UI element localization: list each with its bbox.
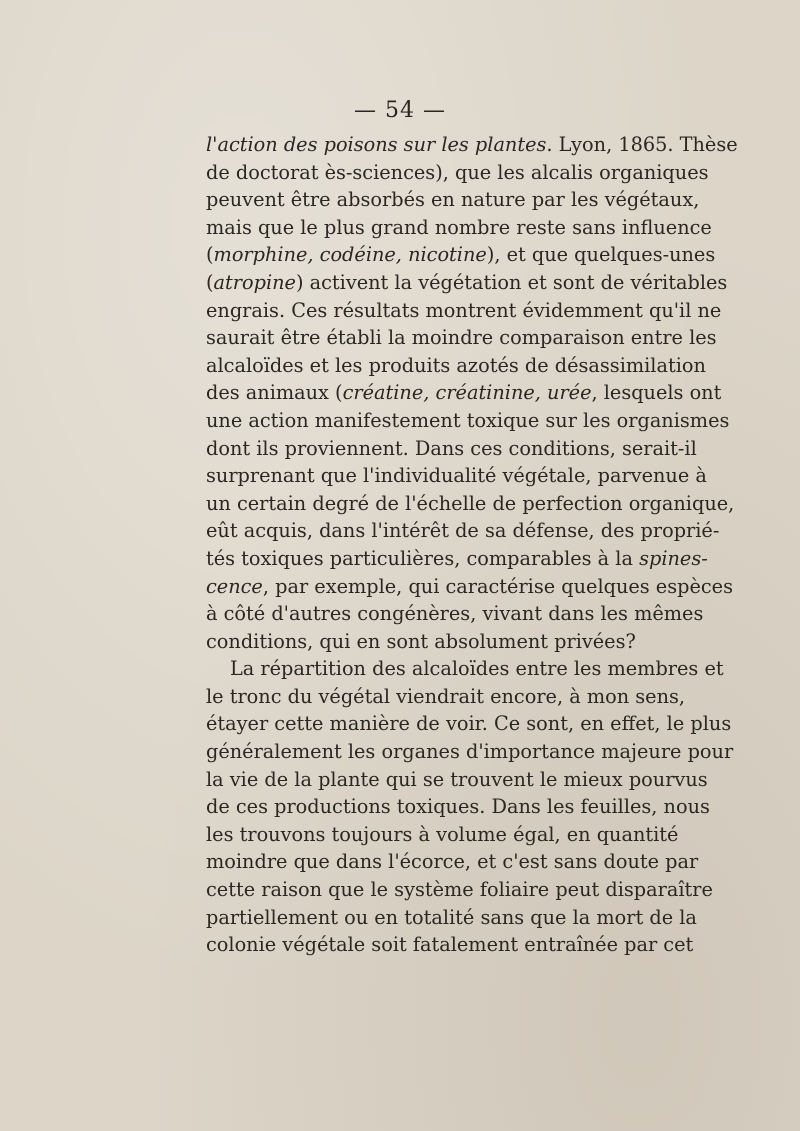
text-segment: , lesquels ont xyxy=(591,381,722,405)
text-segment: un certain degré de l'échelle de perfection organique, xyxy=(206,491,735,515)
text-segment: alcaloïdes et les produits azotés de désassimilation xyxy=(206,353,706,377)
text-segment: conditions, qui en sont absolument privées? xyxy=(206,629,636,653)
text-line xyxy=(206,131,738,159)
text-segment: tés toxiques particulières, comparables à la xyxy=(206,546,640,570)
text-segment: surprenant que l'individualité végétale, parvenue à xyxy=(206,464,707,488)
text-segment: les trouvons toujours à volume égal, en quantité xyxy=(206,822,679,846)
italic-text: créatine, créatinine, urée xyxy=(342,381,592,405)
page-number: — 54 — xyxy=(354,98,446,123)
text-segment: cette raison que le système foliaire peut disparaître xyxy=(206,878,713,902)
text-line xyxy=(206,462,707,490)
text-line xyxy=(206,793,710,821)
text-line xyxy=(206,628,654,656)
text-line xyxy=(206,573,733,601)
italic-text: l'action des poisons sur les plantes xyxy=(206,133,547,156)
text-line xyxy=(206,352,706,380)
text-line xyxy=(206,379,722,407)
text-segment: engrais. Ces résultats montrent évidemment qu'il ne xyxy=(206,298,722,322)
text-line xyxy=(206,297,722,325)
text-line xyxy=(206,738,734,766)
text-line xyxy=(206,435,697,463)
text-segment: ( xyxy=(206,270,214,294)
text-line xyxy=(206,655,724,683)
italic-text: atropine xyxy=(213,270,296,294)
text-segment: de ces productions toxiques. Dans les feuilles, nous xyxy=(206,795,710,819)
text-line xyxy=(206,159,709,187)
text-segment: une action manifestement toxique sur les organismes xyxy=(206,408,730,432)
text-segment: dont ils proviennent. Dans ces conditions, serait-il xyxy=(206,436,697,460)
italic-text: cence xyxy=(206,574,263,598)
text-segment: La répartition des alcaloïdes entre les membres et xyxy=(230,657,724,681)
text-segment: le tronc du végétal viendrait encore, à mon sens, xyxy=(206,684,686,708)
text-segment: la vie de la plante qui se trouvent le mieux pourvus xyxy=(206,767,708,791)
text-segment: mais que le plus grand nombre reste sans influence xyxy=(206,215,712,239)
text-segment: moindre que dans l'écorce, et c'est sans doute par xyxy=(206,850,699,874)
italic-text: spines- xyxy=(639,546,708,570)
text-line xyxy=(206,517,720,545)
text-segment: colonie végétale soit fatalement entraînée par cet xyxy=(206,933,694,957)
text-line xyxy=(206,876,713,904)
text-line xyxy=(206,904,697,932)
italic-text: morphine, codéine, nicotine xyxy=(213,243,487,267)
text-segment: . Lyon, 1865. Thèse xyxy=(546,133,738,156)
text-segment: peuvent être absorbés en nature par les végétaux, xyxy=(206,188,700,212)
text-line xyxy=(206,241,716,269)
text-line xyxy=(206,683,686,711)
text-segment: étayer cette manière de voir. Ce sont, en effet, le plus xyxy=(206,712,732,736)
text-line xyxy=(206,545,708,573)
text-segment: généralement les organes d'importance majeure pour xyxy=(206,740,734,764)
text-segment: , par exemple, qui caractérise quelques espèces xyxy=(262,574,733,598)
text-line xyxy=(206,848,699,876)
text-line xyxy=(206,490,735,518)
text-line xyxy=(206,931,694,959)
text-line xyxy=(206,269,728,297)
text-segment: ), et que quelques-unes xyxy=(486,243,716,267)
text-segment: des animaux ( xyxy=(206,381,343,405)
text-line xyxy=(206,710,732,738)
text-segment: à côté d'autres congénères, vivant dans les mêmes xyxy=(206,602,704,626)
body-text xyxy=(206,131,738,959)
text-line xyxy=(206,821,679,849)
text-line xyxy=(206,766,708,794)
text-line xyxy=(206,324,717,352)
text-segment: ) activent la végétation et sont de véritables xyxy=(295,270,728,294)
text-segment: de doctorat ès-sciences), que les alcalis organiques xyxy=(206,160,709,184)
text-segment: saurait être établi la moindre comparaison entre les xyxy=(206,326,717,350)
text-segment: eût acquis, dans l'intérêt de sa défense, des proprié- xyxy=(206,519,720,543)
text-line xyxy=(206,407,730,435)
text-line xyxy=(206,186,700,214)
text-line xyxy=(206,214,712,242)
text-line xyxy=(206,600,704,628)
text-segment: ( xyxy=(206,243,214,267)
text-segment: partiellement ou en totalité sans que la mort de la xyxy=(206,905,697,929)
